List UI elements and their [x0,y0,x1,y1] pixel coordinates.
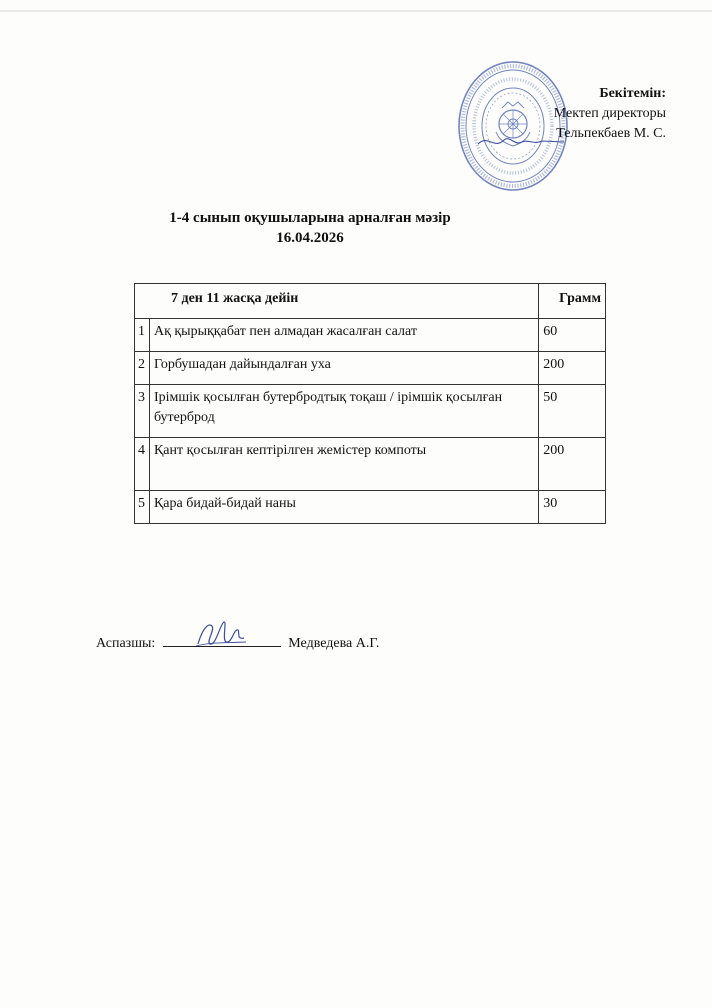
menu-title-text: 1-4 сынып оқушыларына арналған мәзір [169,210,451,226]
cook-line [96,632,379,654]
table-row [135,438,606,491]
dish-gram: 200 [539,438,606,491]
dish-name: Қара бидай-бидай наны [149,491,538,524]
table-row [135,491,606,524]
row-number: 4 [135,438,150,491]
table-row [135,385,606,438]
approval-block [554,84,666,144]
dish-gram: 30 [539,491,606,524]
row-number: 5 [135,491,150,524]
dish-gram: 60 [539,319,606,352]
director-signature [476,132,566,152]
dish-name: Горбушадан дайындалған уха [149,352,538,385]
dish-name: Қант қосылған кептірілген жемістер компоты [149,438,538,491]
age-group-header: 7 ден 11 жасқа дейін [135,284,539,319]
dish-name: Ақ қырыққабат пен алмадан жасалған салат [149,319,538,352]
table-row [135,319,606,352]
scan-edge [0,10,712,12]
menu-title [0,208,620,248]
signature-line [163,632,281,647]
approval-label: Бекітемін: [599,86,666,101]
row-number: 1 [135,319,150,352]
cook-label: Аспазшы: [96,636,156,651]
director-name: Тельпекбаев М. С. [556,126,666,141]
menu-date: 16.04.2026 [276,230,344,246]
table-header-row [135,284,606,319]
dish-gram: 200 [539,352,606,385]
dish-name: Ірімшік қосылған бутербродтық тоқаш / ірімшік қосылған бутерброд [149,385,538,438]
gram-header: Грамм [539,284,606,319]
director-position: Мектеп директоры [553,106,666,121]
row-number: 2 [135,352,150,385]
cook-name: Медведева А.Г. [288,636,380,651]
menu-table [134,283,606,524]
row-number: 3 [135,385,150,438]
table-row [135,352,606,385]
dish-gram: 50 [539,385,606,438]
